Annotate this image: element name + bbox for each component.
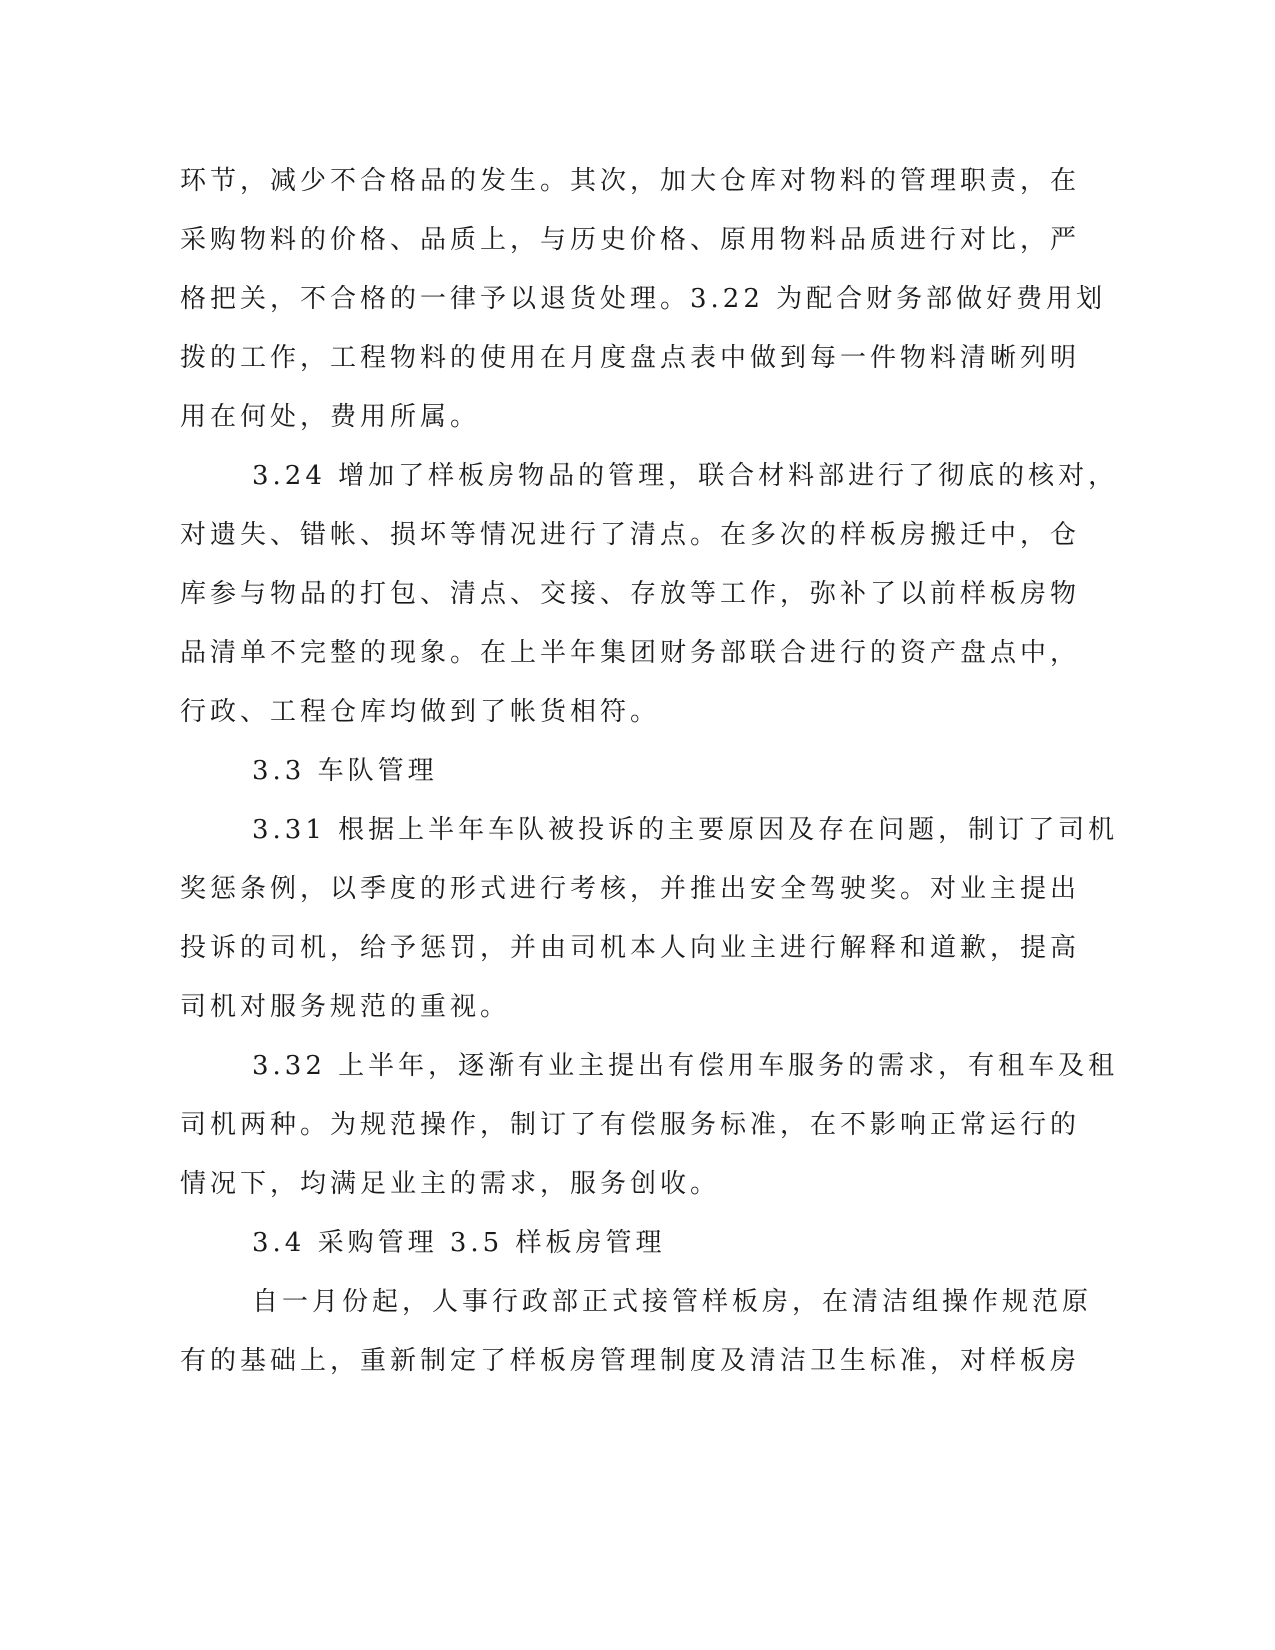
paragraph-start-line: 3.31 根据上半年车队被投诉的主要原因及存在问题，制订了司机 <box>252 815 1119 845</box>
text-line: 库参与物品的打包、清点、交接、存放等工作，弥补了以前样板房物 <box>180 579 1081 609</box>
text-line: 有的基础上，重新制定了样板房管理制度及清洁卫生标准，对样板房 <box>180 1346 1081 1376</box>
section-heading: 3.3 车队管理 <box>252 756 438 786</box>
text-line: 对遗失、错帐、损坏等情况进行了清点。在多次的样板房搬迁中，仓 <box>180 520 1081 550</box>
text-line: 情况下，均满足业主的需求，服务创收。 <box>180 1169 721 1199</box>
paragraph-start-line: 自一月份起，人事行政部正式接管样板房，在清洁组操作规范原 <box>252 1287 1093 1317</box>
text-line: 品清单不完整的现象。在上半年集团财务部联合进行的资产盘点中， <box>180 638 1081 668</box>
text-line: 采购物料的价格、品质上，与历史价格、原用物料品质进行对比，严 <box>180 225 1081 255</box>
text-line: 行政、工程仓库均做到了帐货相符。 <box>180 697 661 727</box>
text-line: 拨的工作，工程物料的使用在月度盘点表中做到每一件物料清晰列明 <box>180 343 1081 373</box>
paragraph-start-line: 3.24 增加了样板房物品的管理，联合材料部进行了彻底的核对， <box>252 461 1119 491</box>
section-heading: 3.4 采购管理 3.5 样板房管理 <box>252 1228 666 1258</box>
text-line: 奖惩条例，以季度的形式进行考核，并推出安全驾驶奖。对业主提出 <box>180 874 1081 904</box>
text-line: 司机两种。为规范操作，制订了有偿服务标准，在不影响正常运行的 <box>180 1110 1081 1140</box>
document-body <box>180 152 1119 1391</box>
text-line: 投诉的司机，给予惩罚，并由司机本人向业主进行解释和道歉，提高 <box>180 933 1081 963</box>
paragraph-start-line: 3.32 上半年，逐渐有业主提出有偿用车服务的需求，有租车及租 <box>252 1051 1119 1081</box>
text-line: 用在何处，费用所属。 <box>180 402 481 432</box>
text-line: 司机对服务规范的重视。 <box>180 992 511 1022</box>
text-line: 环节，减少不合格品的发生。其次，加大仓库对物料的管理职责，在 <box>180 166 1081 196</box>
text-line: 格把关，不合格的一律予以退货处理。3.22 为配合财务部做好费用划 <box>180 284 1107 314</box>
